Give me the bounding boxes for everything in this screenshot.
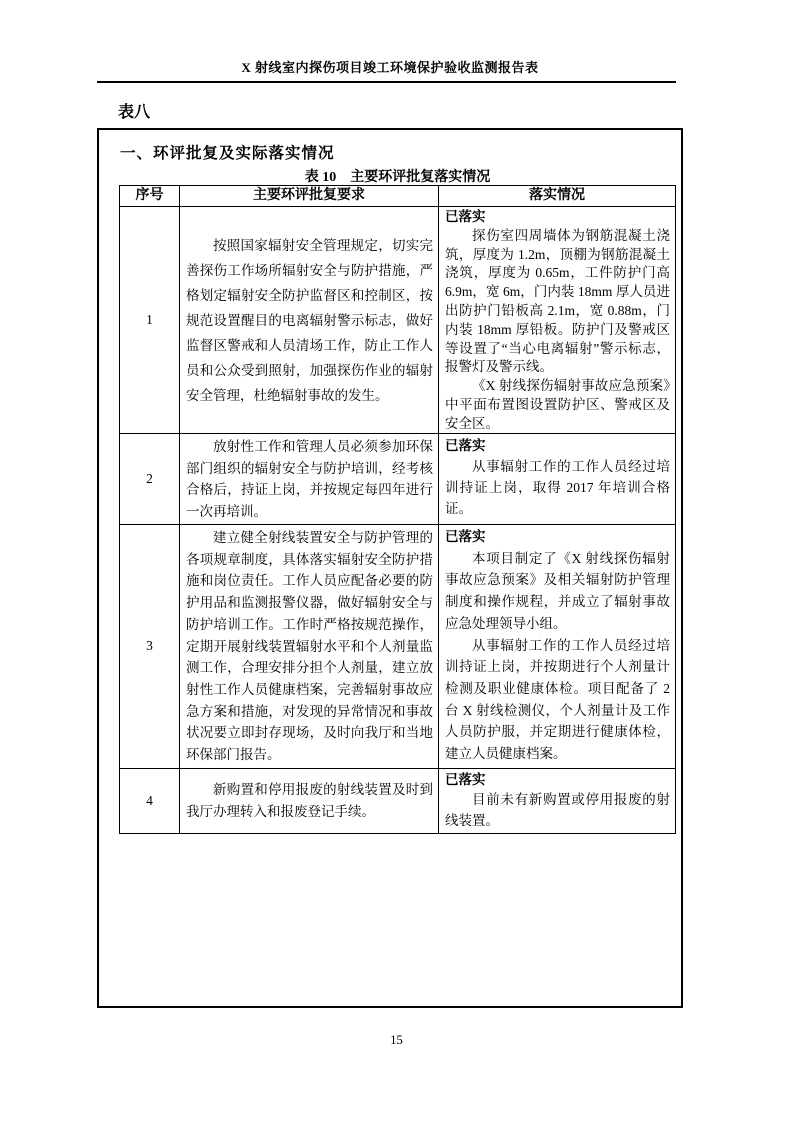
- epa-approval-table: [119, 185, 676, 834]
- status-label: 已落实: [445, 209, 486, 224]
- status-cell: [439, 525, 676, 769]
- status-paragraph: 《X 射线探伤辐射事故应急预案》中平面布置图设置防护区、警戒区及安全区。: [445, 378, 670, 431]
- column-header-requirement: 主要环评批复要求: [180, 186, 439, 207]
- requirement-text: 放射性工作和管理人员必须参加环保部门组织的辐射安全与防护培训，经考核合格后，持证上岗，并按规定每四年进行一次再培训。: [186, 439, 433, 519]
- document-header-title: X 射线室内探伤项目竣工环境保护验收监测报告表: [241, 60, 539, 75]
- content-box: [97, 128, 683, 1008]
- table-row: [120, 207, 676, 434]
- status-content: [445, 435, 670, 519]
- column-header-no: 序号: [120, 186, 180, 207]
- column-header-status: 落实情况: [439, 186, 676, 207]
- status-cell: [439, 768, 676, 834]
- status-paragraph: 从事辐射工作的工作人员经过培训持证上岗，取得 2017 年培训合格证。: [445, 459, 670, 516]
- status-label: 已落实: [445, 529, 486, 544]
- status-label: 已落实: [445, 438, 486, 453]
- status-label: 已落实: [445, 771, 486, 787]
- page-number: 15: [390, 1033, 403, 1047]
- box-heading: 一、环评批复及实际落实情况: [120, 145, 335, 162]
- table-row: [120, 434, 676, 525]
- row-number: 1: [120, 207, 180, 434]
- requirement-cell: [180, 525, 439, 769]
- table-caption: 表 10 主要环评批复落实情况: [304, 170, 491, 185]
- table-row: [120, 525, 676, 769]
- row-number: 4: [120, 768, 180, 834]
- table-header-row: [120, 186, 676, 207]
- requirement-text: 新购置和停用报废的射线装置及时到我厅办理转入和报废登记手续。: [186, 781, 433, 819]
- status-paragraph: 探伤室四周墙体为钢筋混凝土浇筑，厚度为 1.2m，顶棚为钢筋混凝土浇筑，厚度为 0.65m，工件防护门高 6.9m，宽 6m，门内装 18mm 厚人员进出防护门铅板高 2.1m，宽 0.88m，门内装 18mm 厚铅板。防护门及警戒区等设置了“当心电离辐射”警示标志，报警灯及警示线。: [445, 227, 670, 375]
- section-label: 表八: [118, 104, 151, 121]
- status-paragraph: 目前未有新购置或停用报废的射线装置。: [445, 792, 670, 828]
- status-content: [445, 208, 670, 431]
- status-cell: [439, 434, 676, 525]
- status-paragraph: 本项目制定了《X 射线探伤辐射事故应急预案》及相关辐射防护管理制度和操作规程，并成立了辐射事故应急处理领导小组。: [445, 550, 670, 631]
- requirement-text: 建立健全射线装置安全与防护管理的各项规章制度，具体落实辐射安全防护措施和岗位责任。工作人员应配备必要的防护用品和监测报警仪器，做好辐射安全与防护培训工作。工作时严格按规范操作，定期开展射线装置辐射水平和个人剂量监测工作，合理安排分担个人剂量，建立放射性工作人员健康档案，完善辐射事故应急方案和措施，对发现的异常情况和事故状况要立即封存现场，及时向我厅和当地环保部门报告。: [186, 530, 433, 763]
- requirement-cell: [180, 207, 439, 434]
- status-content: [445, 526, 670, 762]
- row-number: 2: [120, 434, 180, 525]
- table-row: [120, 768, 676, 834]
- row-number: 3: [120, 525, 180, 769]
- requirement-text: 按照国家辐射安全管理规定，切实完善探伤工作场所辐射安全与防护措施，严格划定辐射安全防护监督区和控制区，按规范设置醒目的电离辐射警示标志，做好监督区警戒和人员清场工作，防止工作人员和公众受到照射，加强探伤作业的辐射安全管理，杜绝辐射事故的发生。: [186, 237, 433, 403]
- header-divider: [97, 81, 676, 83]
- status-paragraph: 从事辐射工作的工作人员经过培训持证上岗，并按期进行个人剂量计检测及职业健康体检。项目配备了 2 台 X 射线检测仪，个人剂量计及工作人员防护服，并定期进行健康体检，建立人员健康档案。: [445, 637, 670, 762]
- requirement-cell: [180, 768, 439, 834]
- requirement-cell: [180, 434, 439, 525]
- status-content: [445, 770, 670, 832]
- status-cell: [439, 207, 676, 434]
